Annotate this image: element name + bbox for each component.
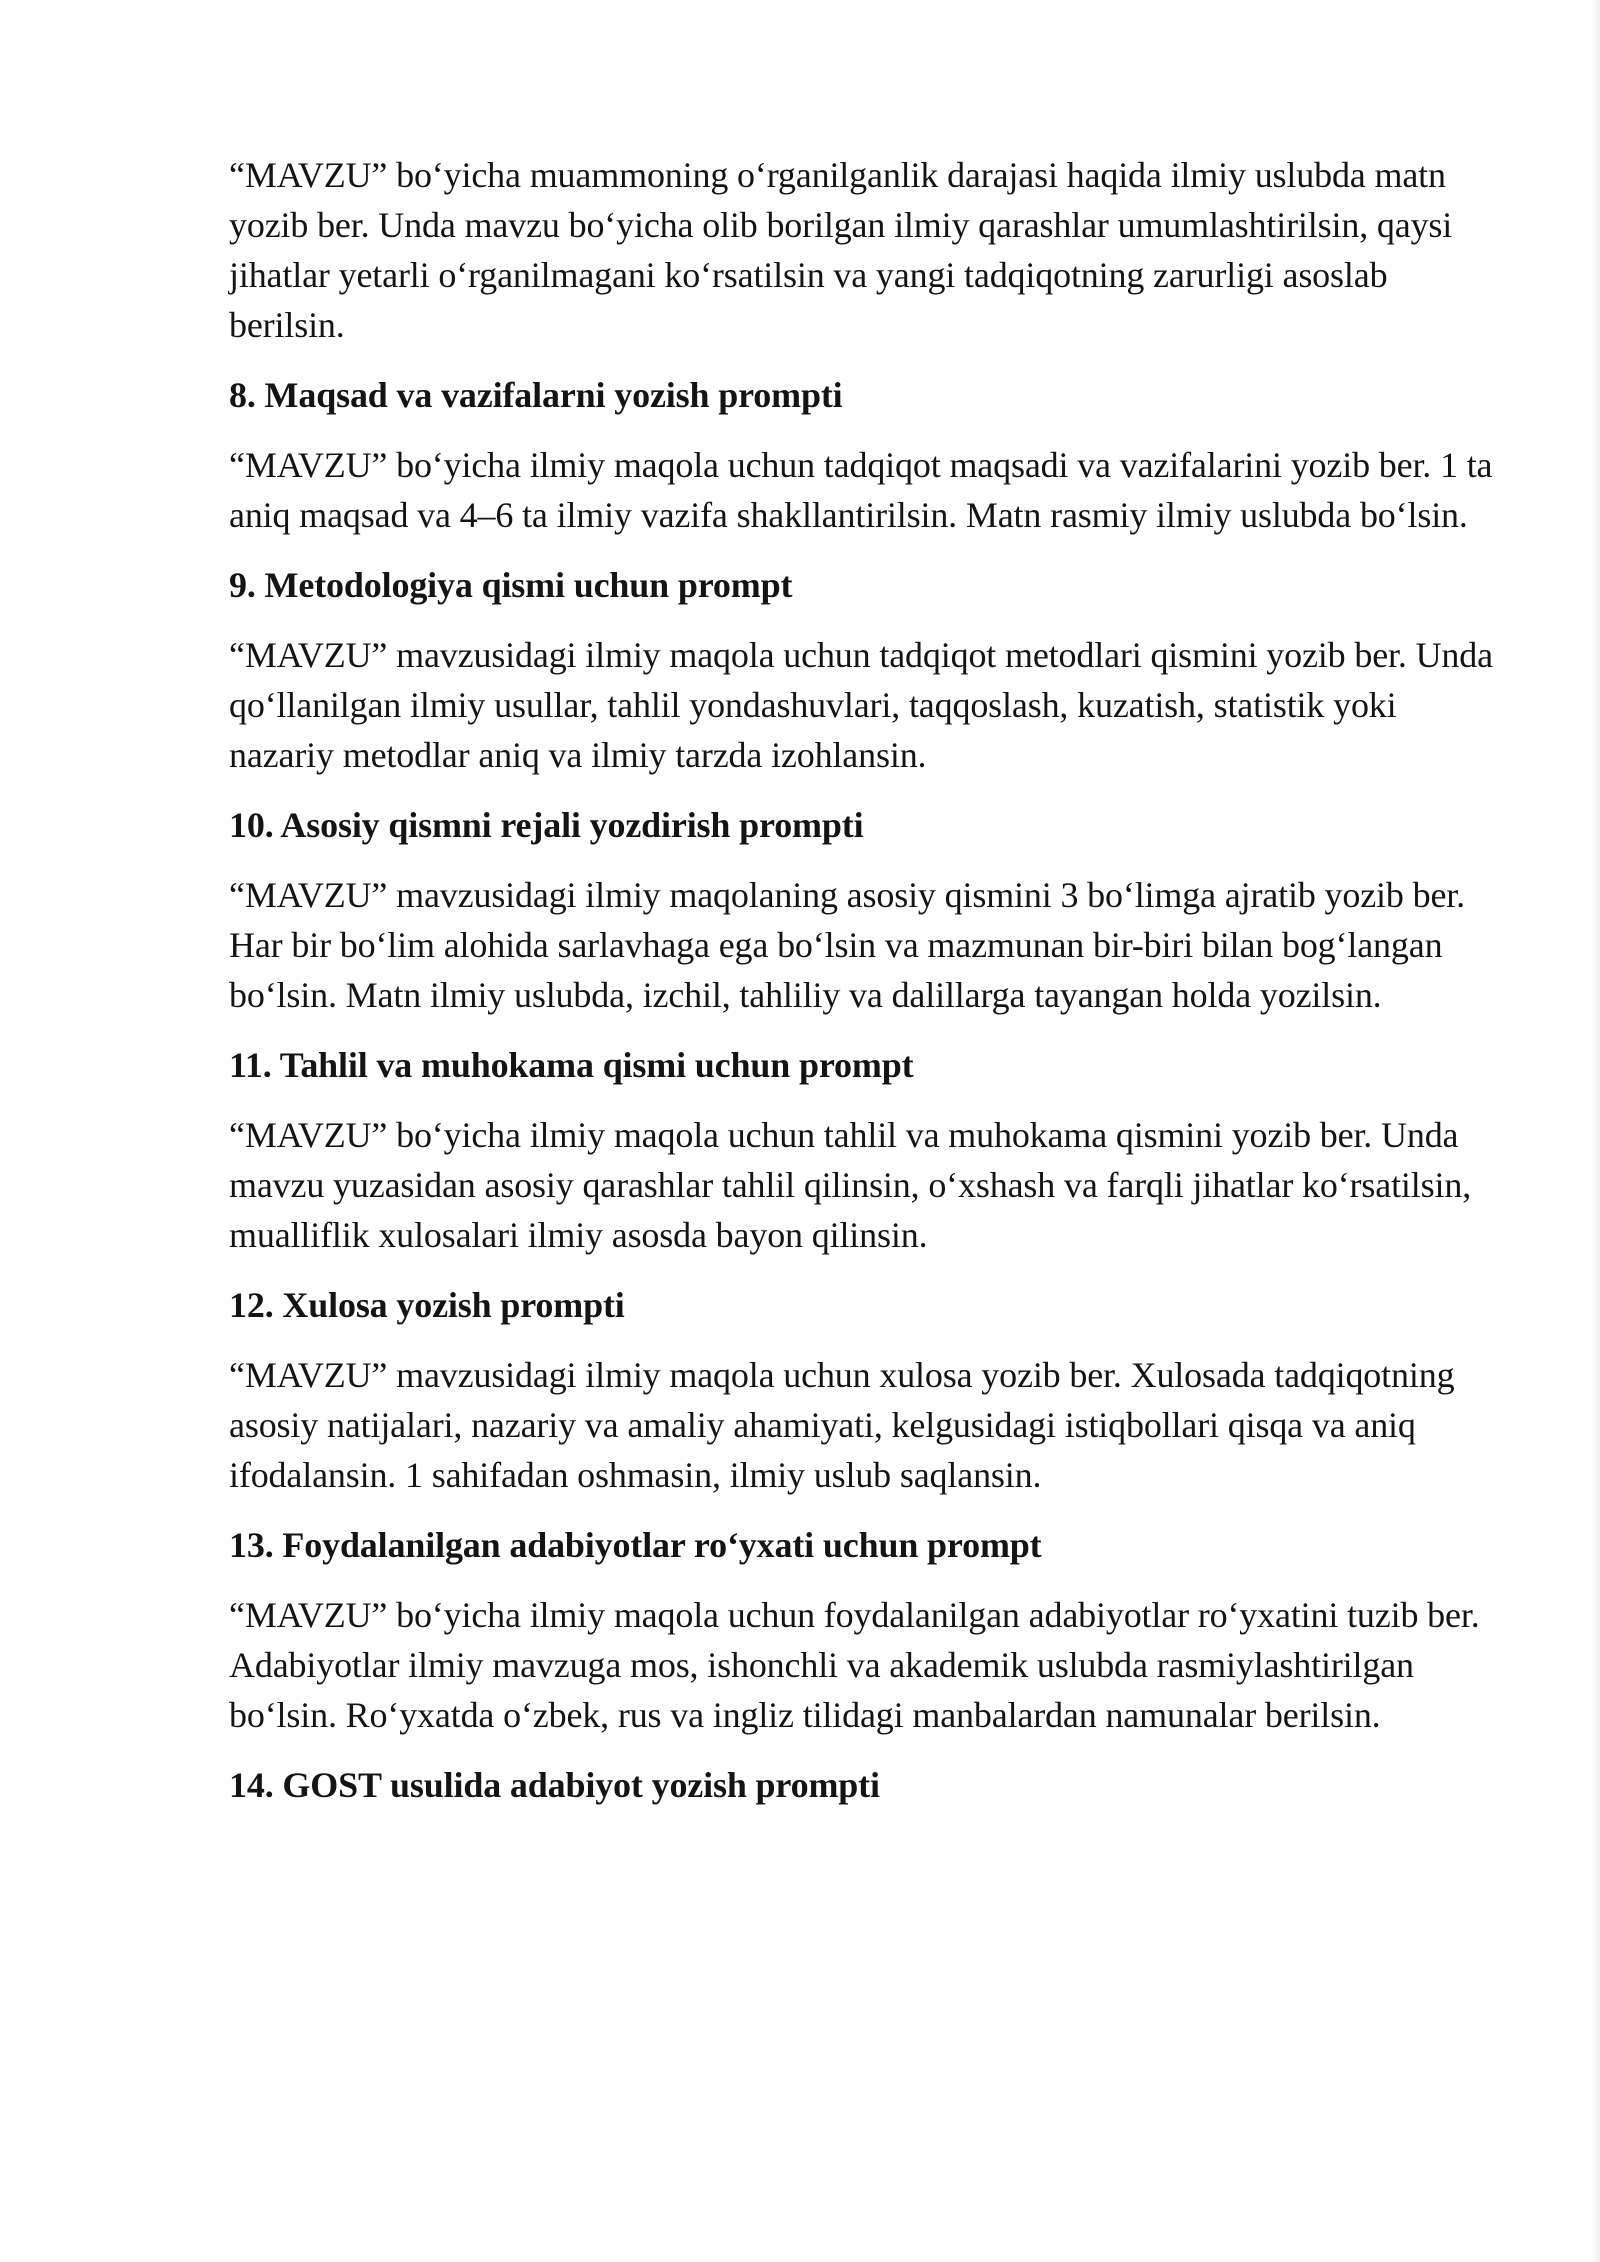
heading-8-aim-and-objectives: 8. Maqsad va vazifalarni yozish prompti: [229, 375, 843, 415]
paragraph-aim-and-objectives-prompt: “MAVZU” bo‘yicha ilmiy maqola uchun tadqiqot maqsadi va vazifalarini yozib ber. 1 ta aniq maqsad va 4–6 ta ilmiy vazifa shakllantirilsin. Matn rasmiy ilmiy uslubda bo‘lsin.: [229, 445, 1493, 535]
heading-11-analysis-discussion: 11. Tahlil va muhokama qismi uchun prompt: [229, 1045, 914, 1085]
paragraph-conclusion-prompt: “MAVZU” mavzusidagi ilmiy maqola uchun xulosa yozib ber. Xulosada tadqiqotning asosiy natijalari, nazariy va amaliy ahamiyati, kelgusidagi istiqbollari qisqa va aniq ifodalansin. 1 sahifadan oshmasin, ilmiy uslub saqlansin.: [229, 1355, 1455, 1495]
heading-10-main-part: 10. Asosiy qismni rejali yozdirish prompti: [229, 805, 864, 845]
paragraph-main-part-prompt: “MAVZU” mavzusidagi ilmiy maqolaning asosiy qismini 3 bo‘limga ajratib yozib ber. Har bir bo‘lim alohida sarlavhaga ega bo‘lsin va mazmunan bir-biri bilan bog‘langan bo‘lsin. Matn ilmiy uslubda, izchil, tahliliy va dalillarga tayangan holda yozilsin.: [229, 875, 1465, 1015]
heading-13-references: 13. Foydalanilgan adabiyotlar ro‘yxati uchun prompt: [229, 1525, 1042, 1565]
page-edge-shadow: [1590, 0, 1600, 2262]
paragraph-references-prompt: “MAVZU” bo‘yicha ilmiy maqola uchun foydalanilgan adabiyotlar ro‘yxatini tuzib ber. Adabiyotlar ilmiy mavzuga mos, ishonchli va akademik uslubda rasmiylashtirilgan bo‘lsin. Ro‘yxatda o‘zbek, rus va ingliz tilidagi manbalardan namunalar berilsin.: [229, 1595, 1480, 1735]
paragraph-methodology-prompt: “MAVZU” mavzusidagi ilmiy maqola uchun tadqiqot metodlari qismini yozib ber. Unda qo‘llanilgan ilmiy usullar, tahlil yondashuvlari, taqqoslash, kuzatish, statistik yoki nazariy metodlar aniq va ilmiy tarzda izohlansin.: [229, 635, 1493, 775]
paragraph-literature-review-prompt: “MAVZU” bo‘yicha muammoning o‘rganilganlik darajasi haqida ilmiy uslubda matn yozib ber. Unda mavzu bo‘yicha olib borilgan ilmiy qarashlar umumlashtirilsin, qaysi jihatlar yetarli o‘rganilmagani ko‘rsatilsin va yangi tadqiqotning zarurligi asoslab berilsin.: [229, 155, 1453, 345]
paragraph-analysis-discussion-prompt: “MAVZU” bo‘yicha ilmiy maqola uchun tahlil va muhokama qismini yozib ber. Unda mavzu yuzasidan asosiy qarashlar tahlil qilinsin, o‘xshash va farqli jihatlar ko‘rsatilsin, mualliflik xulosalari ilmiy asosda bayon qilinsin.: [229, 1115, 1472, 1255]
heading-9-methodology: 9. Metodologiya qismi uchun prompt: [229, 565, 793, 605]
document-content: [229, 150, 1499, 1830]
heading-12-conclusion: 12. Xulosa yozish prompti: [229, 1285, 625, 1325]
heading-14-gost-references: 14. GOST usulida adabiyot yozish prompti: [229, 1765, 880, 1805]
